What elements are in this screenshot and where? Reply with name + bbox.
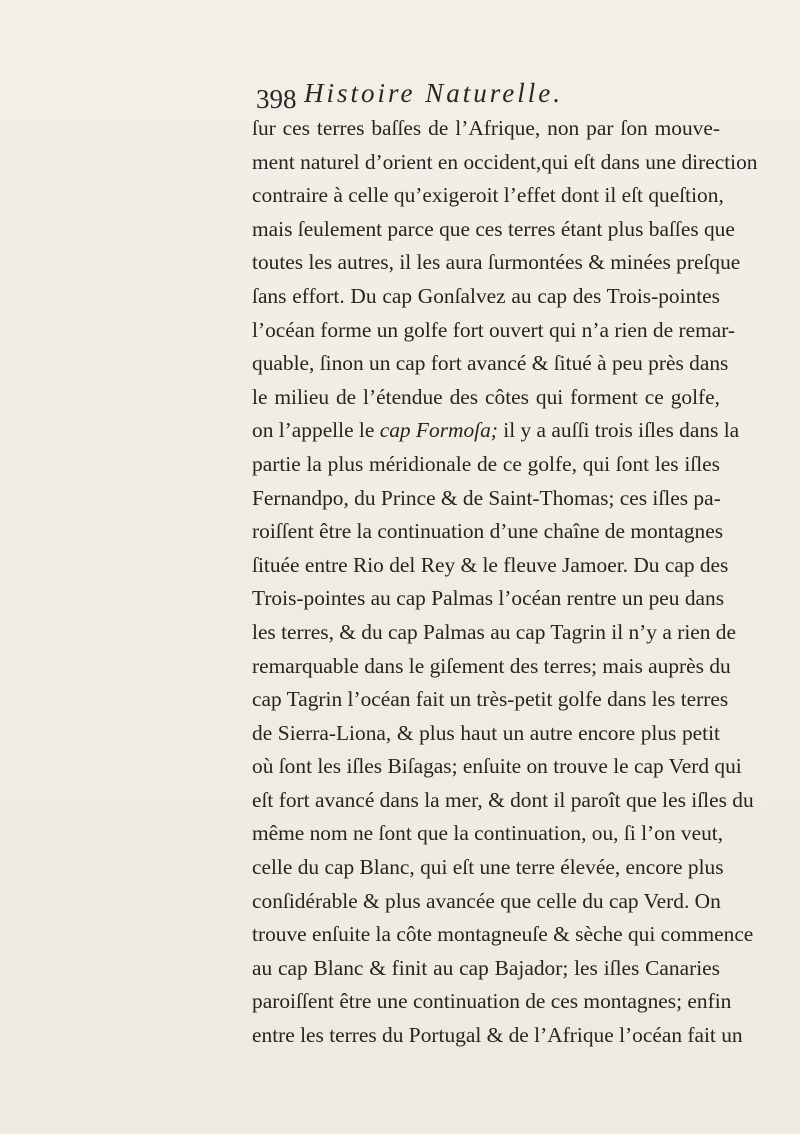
text-line: cap Tagrin l’océan fait un très-petit golfe dans les terres	[252, 687, 729, 712]
text-line: contraire à celle qu’exigeroit l’effet dont il eſt queſtion,	[252, 183, 724, 208]
italic-place-name: cap Formoſa;	[379, 418, 498, 443]
text-line: partie la plus méridionale de ce golfe, qui ſont les iſles	[252, 451, 720, 476]
text-line: le milieu de l’étendue des côtes qui forment ce golfe,	[252, 384, 720, 409]
text-line: remarquable dans le giſement des terres; mais auprès du	[252, 653, 731, 678]
text-line: paroiſſent être une continuation de ces montagnes; enfin	[252, 989, 732, 1014]
text-line: même nom ne ſont que la continuation, ou, ſi l’on veut,	[252, 821, 724, 846]
text-line-with-italic	[252, 414, 740, 448]
text-line: ſans effort. Du cap Gonſalvez au cap des Trois-pointes	[252, 283, 720, 308]
page-number: 398	[256, 84, 297, 114]
text-line: ſur ces terres baſſes de l’Afrique, non par ſon mouve-	[252, 116, 720, 140]
text-line: de Sierra-Liona, & plus haut un autre encore plus petit	[252, 720, 720, 745]
running-title: Histoire Naturelle.	[304, 78, 563, 108]
text-line: Fernandpo, du Prince & de Saint-Thomas; ces iſles pa-	[252, 485, 721, 510]
text-line: quable, ſinon un cap fort avancé & ſitué à peu près dans	[252, 351, 729, 376]
text-line: trouve enſuite la côte montagneuſe & sèche qui commence	[252, 922, 754, 947]
text-line: ment naturel d’orient en occident,qui eſt dans une direction	[252, 149, 758, 174]
text-segment: il y a auſſi trois iſles dans la	[497, 418, 740, 443]
text-line: eſt fort avancé dans la mer, & dont il paroît que les iſles du	[252, 787, 754, 812]
text-line: toutes les autres, il les aura ſurmontées & minées preſque	[252, 250, 741, 275]
text-line: les terres, & du cap Palmas au cap Tagrin il n’y a rien de	[252, 619, 736, 644]
text-line: ſituée entre Rio del Rey & le fleuve Jamoer. Du cap des	[252, 552, 729, 577]
text-line: au cap Blanc & finit au cap Bajador; les iſles Canaries	[252, 955, 720, 980]
text-line: celle du cap Blanc, qui eſt une terre élevée, encore plus	[252, 855, 724, 880]
text-line: mais ſeulement parce que ces terres étant plus baſſes que	[252, 216, 735, 241]
text-segment: on l’appelle le	[252, 418, 380, 443]
text-line: où ſont les iſles Biſagas; enſuite on trouve le cap Verd qui	[252, 754, 742, 779]
body-text	[252, 112, 758, 1053]
text-line: roiſſent être la continuation d’une chaîne de montagnes	[252, 519, 724, 544]
text-line: entre les terres du Portugal & de l’Afrique l’océan fait un	[252, 1023, 743, 1048]
text-line: Trois-pointes au cap Palmas l’océan rentre un peu dans	[252, 586, 725, 611]
text-line: conſidérable & plus avancée que celle du cap Verd. On	[252, 888, 721, 913]
text-line: l’océan forme un golfe fort ouvert qui n’a rien de remar-	[252, 317, 736, 342]
